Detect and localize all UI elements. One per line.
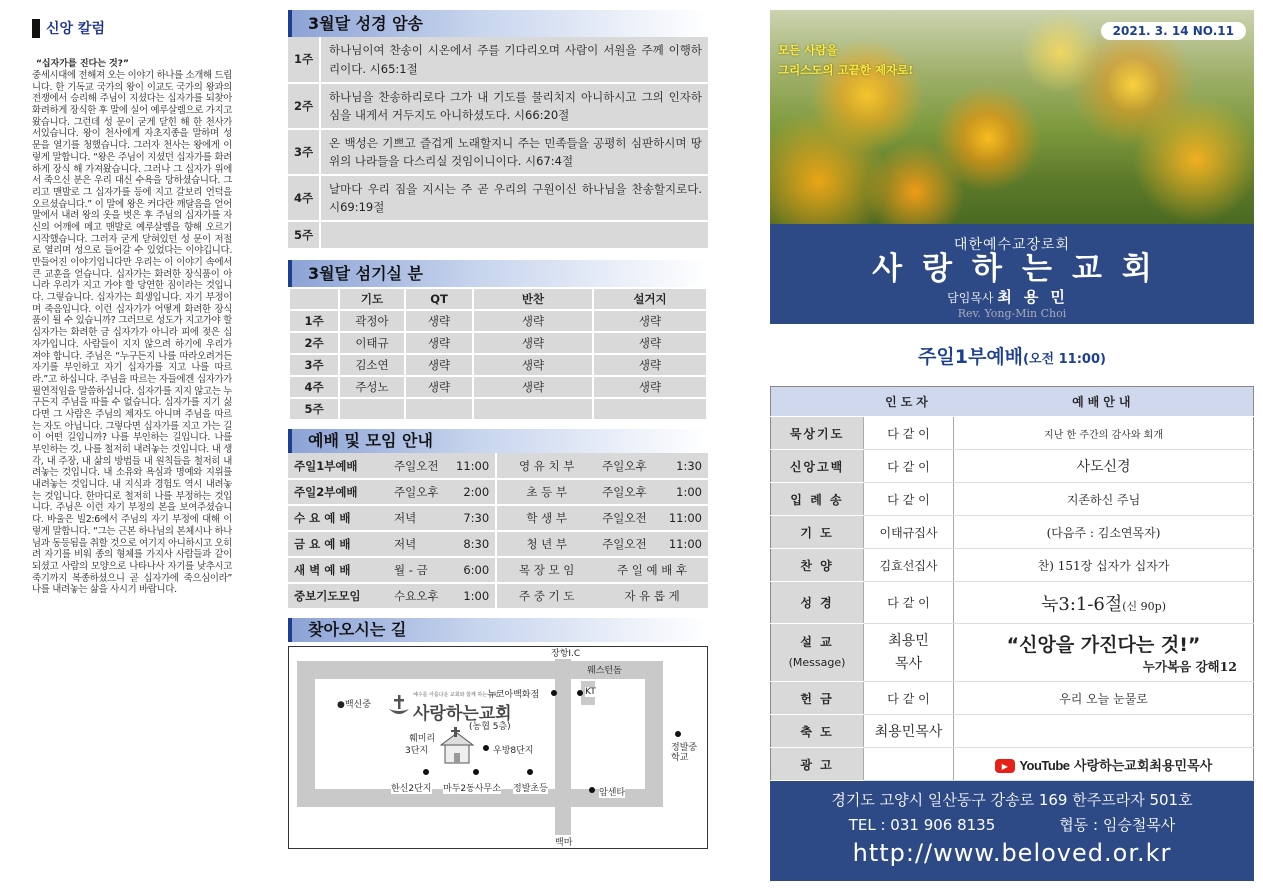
map-label-jeongbal-mid: 정발중학교 [671,743,698,764]
church-name: 사랑하는교회 [872,251,1172,287]
map-label-newcore: 뉴코아백화점 [487,687,539,700]
map-dot [589,787,595,793]
order-item-sub: (Message) [788,656,846,670]
order-content [954,582,1254,624]
map-label-ic: 장항I.C [551,646,580,659]
table-header [771,387,1254,417]
location-map [288,646,708,849]
order-content: 지존하신 주님 [954,483,1254,516]
cell: 5주 [289,398,339,420]
verse-text: 하나님이여 찬송이 시온에서 주를 기다리오며 사람이 서원을 주께 이행하리이다. 시65:1절 [320,37,708,83]
sermon-series: 누가복음 강해12 [1142,659,1237,674]
order-item: 묵상기도 [771,417,864,450]
table-row [289,398,707,420]
table-row [771,516,1254,549]
church-website[interactable]: http://www.beloved.or.kr [852,839,1172,867]
table-row [288,583,708,609]
cell: 곽정아 [339,310,405,332]
church-motto [778,41,913,80]
map-label-danji3: 3단지 [405,746,429,756]
order-leader: 다 같 이 [864,682,954,715]
header-cell: 예배안내 [954,387,1254,417]
map-label-westerndom: 웨스턴돔 [587,666,622,676]
header-cell: 반찬 [473,288,593,310]
order-leader: 이태규집사 [864,516,954,549]
denomination: 대한예수교장로회 [953,237,1071,253]
cell: 주 일 예 배 후 [596,557,708,583]
header-cell: 설거지 [593,288,707,310]
week-label: 2주 [288,83,320,129]
cell: 금 요 예 배 [288,531,388,557]
sermon-title: “신앙을 가진다는 것!” [1006,634,1201,656]
column-header [32,18,232,38]
cell: 생략 [405,332,473,354]
map-dot [675,731,681,737]
table-row [289,354,707,376]
order-content: 지난 한 주간의 감사와 회개 [954,417,1254,450]
cell: 새 벽 예 배 [288,557,388,583]
week-label: 1주 [288,37,320,83]
table-row [288,531,708,557]
table-header [289,288,707,310]
table-row [771,682,1254,715]
church-footer [770,781,1254,881]
verse-text [320,221,708,249]
table-row [771,450,1254,483]
table-row [771,549,1254,582]
map-label-amcenter: 암센타 [599,785,625,798]
pastor-english-name: Rev. Yong-Min Choi [957,306,1067,320]
order-leader: 다 같 이 [864,450,954,483]
cell: 생략 [405,376,473,398]
cover-photo [770,10,1254,224]
order-content: 우리 오늘 눈물로 [954,682,1254,715]
map-label-kt: KT [585,687,596,697]
cell [473,398,593,420]
order-item-label: 설 교 [800,634,834,649]
table-row [288,37,708,83]
cell: 학 생 부 [496,505,596,531]
order-leader [864,624,954,682]
order-content: 사도신경 [954,450,1254,483]
cell: 영 유 치 부 [496,453,596,479]
scripture-ref: 눅3:1-6절 [1040,593,1123,615]
order-content[interactable] [954,748,1254,781]
header-cell: QT [405,288,473,310]
table-row [288,175,708,221]
cell: 생략 [593,354,707,376]
cell: 11:00 [658,505,708,531]
order-item: 광 고 [771,748,864,781]
church-address: 경기도 고양시 일산동구 강송로 169 한주프라자 501호 [831,791,1193,809]
road [297,661,315,807]
service-order-table [770,386,1254,781]
cell: 목 장 모 임 [496,557,596,583]
cell: 주일오후 [596,453,658,479]
cell: 수요오후 [388,583,450,609]
road [555,647,571,849]
table-row [288,479,708,505]
map-dot [483,745,489,751]
service-duty-table [288,287,708,421]
church-logo-icon [387,693,411,717]
map-label-hansin: 한신2단지 [391,781,432,794]
map-church-name: 사랑하는교회 [413,704,512,724]
table-row [288,453,708,479]
verse-text: 날마다 우리 짐을 지시는 주 곧 우리의 구원이신 하나님을 찬송할지로다. 시69:19절 [320,175,708,221]
order-item: 입 례 송 [771,483,864,516]
table-row [771,582,1254,624]
map-dot [473,769,479,775]
cell: 김소연 [339,354,405,376]
cell: 1:30 [658,453,708,479]
table-row [771,624,1254,682]
cell: 주일오후 [596,479,658,505]
preacher-title: 목사 [894,655,923,672]
cell: 8:30 [450,531,496,557]
issue-date: 2021. 3. 14 NO.11 [1101,22,1246,40]
map-dot [577,690,583,696]
middle-column [288,10,708,849]
verse-text: 하나님을 찬송하리로다 그가 내 기도를 물리치지 아니하시고 그의 인자하심을 내게서 거두지도 아니하셨도다. 시66:20절 [320,83,708,129]
verse-text: 온 백성은 기쁘고 즐겁게 노래할지니 주는 민족들을 공평히 심판하시며 땅 위의 나라들을 다스리실 것임이니이다. 시67:4절 [320,129,708,175]
cooperating-pastor: 협동 : 임승철목사 [1059,816,1176,834]
cell: 1:00 [658,479,708,505]
header-cell [771,387,864,417]
week-label: 4주 [288,175,320,221]
cell: 주 중 기 도 [496,583,596,609]
cover-column [770,10,1254,881]
cell: 자 유 롭 게 [596,583,708,609]
cell: 4주 [289,376,339,398]
cell: 월 - 금 [388,557,450,583]
order-item: 축 도 [771,715,864,748]
memorize-table [288,37,708,250]
essay-body: 중세시대에 전해져 오는 이야기 하나를 소개해 드립니다. 한 기독교 국가의 왕이 이교도 국가의 왕과의 전쟁에서 승리해 주님이 지셨다는 십자가를 되찾아 화려하게 장식한 후 말에 실어 예루살렘으로 가지고 왔습니다. 그런데 성 문이 굳게 닫힌 해 한 천사가 서있습니다. 왕이 천사에게 자초지종을 말하며 성 문을 열기를 청했습니다. 그러자 천사는 왕에게 이렇게 말합니다. “왕은 주님이 지셨던 십자가를 화려하게 장식 해 가져왔습니다. 그러나 그 십자가 위에서 죽으신 분은 우리 대신 수욕을 당하셨습니다. 그리고 맨발로 그 십자가를 등에 지고 갈보리 언덕을 오르셨습니다.” 이 말에 왕은 커다란 깨달음을 얻어 말에서 내려 왕의 옷을 벗은 후 주님의 십자가를 자신의 어깨에 메고 맨발로 예루살렘을 향해 오르기 시작했습니다. 그러자 굳게 닫혀있던 성 문이 저절로 열리며 성으로 들어갈 수 있었다는 이야깁니다. 만들어진 이야기입니다만 우리는 이 이야기 속에서 큰 교훈을 얻습니다. 십자가는 화려한 장식품이 아니라 우리가 지고 가야 할 당연한 짐이라는 것입니다. 그렇습니다. 십자가는 희생입니다. 자기 부정이며 죽음입니다. 이런 십자가가 어떻게 화려한 장식품이 될 수 있습니까? 그러므로 성도가 지고가야 할 십자가는 화려한 금 십자가가 아니라 피에 젖은 십자가입니다. 사람들이 지지 않으려 하기에 우리가 져야 합니다. 주님은 “누구든지 나를 따라오려거든 자기를 부인하고 자기 십자가를 지고 나를 따르라.”고 하십니다. 주님을 따르는 자들에겐 십자가가 필연적임을 말씀하십니다. 십자가를 지지 않고는 누구든지 주님을 따를 수 없습니다. 십자가를 지기 싫다면 그 사람은 주님의 제자도 아니며 주님을 따르는 자도 아닙니다. 그렇다면 십자가를 지고 가는 길이 어떤 길입니까? 나를 부인하는 길입니다. 나를 부인하는 것, 나를 철저히 내려놓는 것입니다. 내 생각, 내 주장, 내 삶의 방법들 내 원칙들을 철저히 내려놓는 것입니다. 내 소유와 욕심과 명예와 지위를 내려놓는 것입니다. 내 지식과 경험도 역시 내려놓는 것입니다. 한마디로 철저히 나를 부정하는 것입니다. 주님은 이런 자기 부정의 본을 보여주셨습니다. 바울은 빌2:6에서 주님의 자기 부정에 대해 이렇게 말합니다. “그는 근본 하나님의 본체시나 하나님과 동등됨을 취할 것으로 여기지 아니하시고 오히려 자기를 비워 종의 형체를 가지사 사람들과 같이 되셨고 사람의 모양으로 나타나사 자기를 낮추시고 죽기까지 복종하셨으니 곧 십자가에 죽으심이라” 나를 내려놓는 삶을 사시기 바랍니다. [32,70,232,596]
directions-title: 찾아오시는 길 [288,618,708,642]
motto-line: 모든 사람을 [778,43,838,57]
table-row [288,221,708,249]
order-leader: 다 같 이 [864,417,954,450]
map-dot [423,769,429,775]
map-label-madu: 마두2동사무소 [443,781,501,794]
service-title [770,342,1254,380]
cell: 생략 [593,332,707,354]
week-label: 5주 [288,221,320,249]
column-title: 신앙 칼럼 [46,21,105,37]
cell: 생략 [473,310,593,332]
map-dot [527,769,533,775]
table-row [288,505,708,531]
table-row [771,483,1254,516]
faith-column [32,18,232,890]
map-label-baeksin: ●백신중 [337,697,371,710]
cell: 생략 [405,310,473,332]
cell [405,398,473,420]
church-building-icon [437,727,477,765]
essay-title: “십자가를 진다는 것?” [36,59,129,69]
cell: 생략 [473,332,593,354]
map-label-woobang: 우방8단지 [493,743,534,756]
order-item [771,624,864,682]
order-leader [864,748,954,781]
contact-line [770,814,1254,835]
cell: 주일2부예배 [288,479,388,505]
pastor-name: 최용민 [997,287,1077,306]
order-item: 신앙고백 [771,450,864,483]
cell: 2:00 [450,479,496,505]
table-row [288,83,708,129]
order-content [954,715,1254,748]
header-cell: 인도자 [864,387,954,417]
table-row [289,376,707,398]
header-cell: 기도 [339,288,405,310]
cell: 생략 [593,310,707,332]
cell: 11:00 [450,453,496,479]
map-label-hwimiri: 훼미리 [409,734,436,744]
table-row [289,310,707,332]
road [645,661,663,807]
cell: 생략 [405,354,473,376]
cell: 생략 [473,354,593,376]
cell: 저녁 [388,505,450,531]
cell [339,398,405,420]
motto-line: 그리스도의 고끝한 제자로! [778,62,914,77]
cell: 중보기도모임 [288,583,388,609]
table-row [288,557,708,583]
cell: 2주 [289,332,339,354]
service-time: (오전 11:00) [1023,352,1106,367]
youtube-play-icon: ▶ [995,759,1015,773]
order-content: (다음주 : 김소연목자) [954,516,1254,549]
cell: 주성노 [339,376,405,398]
order-content [954,624,1254,682]
cell: 초 등 부 [496,479,596,505]
week-label: 3주 [288,129,320,175]
service-name: 주일1부예배 [918,346,1024,368]
pastor-label: 담임목사 [947,290,994,305]
map-church-sub: (농협 5층) [469,722,511,732]
cell: 생략 [473,376,593,398]
table-row [288,129,708,175]
cell: 청 년 부 [496,531,596,557]
youtube-channel[interactable]: 사랑하는교회최용민목사 [1074,758,1213,774]
preacher-name: 최용민 [888,633,929,650]
map-label-baekma: 백마 [555,835,572,848]
cell: 3주 [289,354,339,376]
header-cell [289,288,339,310]
table-row [289,332,707,354]
cell: 생략 [593,376,707,398]
cell: 주일오전 [596,505,658,531]
scripture-page: (신 90p) [1122,599,1167,613]
cell: 1주 [289,310,339,332]
table-row [771,748,1254,781]
cell: 1:00 [450,583,496,609]
memorize-title: 3월달 성경 암송 [288,10,708,37]
cell: 주일1부예배 [288,453,388,479]
worship-schedule-table [288,453,708,610]
order-leader: 김효선집사 [864,549,954,582]
order-leader: 다 같 이 [864,483,954,516]
order-item: 찬 양 [771,549,864,582]
cell: 11:00 [658,531,708,557]
column-marker-icon [32,19,40,38]
order-item: 헌 금 [771,682,864,715]
church-banner [770,224,1254,324]
cell: 이태규 [339,332,405,354]
senior-pastor [770,286,1254,307]
youtube-logo-text: YouTube [1019,757,1070,773]
order-item: 기 도 [771,516,864,549]
church-phone: TEL : 031 906 8135 [848,816,996,834]
cell: 주일오후 [388,479,450,505]
cell: 저녁 [388,531,450,557]
order-leader: 최용민목사 [864,715,954,748]
order-leader: 다 같 이 [864,582,954,624]
worship-title: 예배 및 모임 안내 [288,429,708,453]
order-content: 찬) 151장 십자가 십자가 [954,549,1254,582]
order-item: 성 경 [771,582,864,624]
clean-title: 3월달 섬기실 분 [288,260,708,287]
table-row [771,417,1254,450]
map-label-jeongbal-elem: 정발초등 [513,781,548,794]
map-church-tagline: 예수를 아름다운 교회와 함께 하는 교회 [413,692,499,698]
map-dot [551,690,557,696]
cell [593,398,707,420]
table-row [771,715,1254,748]
cell: 주일오전 [388,453,450,479]
cell: 주일오전 [596,531,658,557]
cell: 6:00 [450,557,496,583]
cell: 7:30 [450,505,496,531]
cell: 수 요 예 배 [288,505,388,531]
